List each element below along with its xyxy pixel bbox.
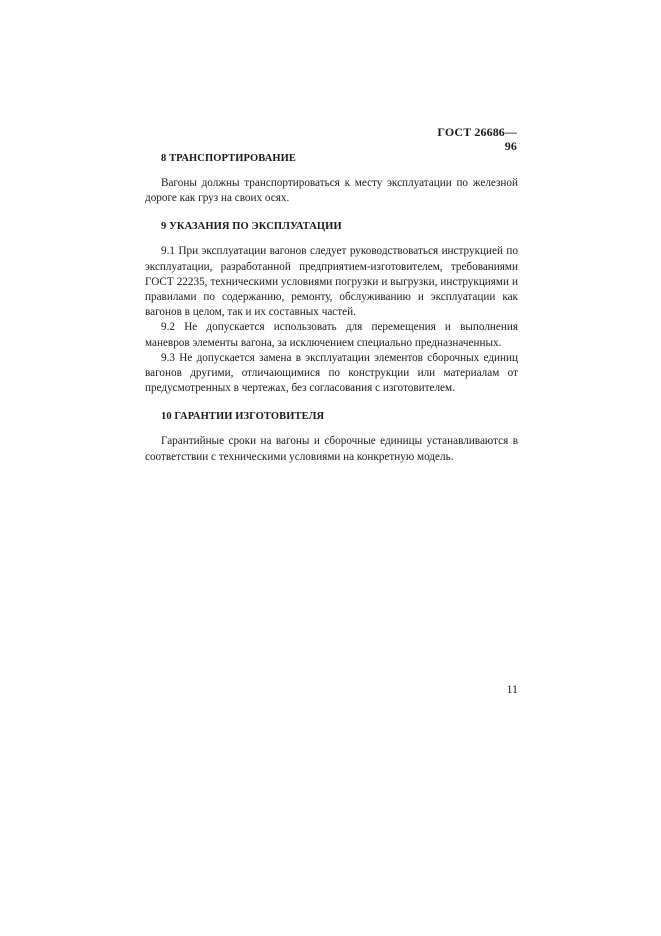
section-transportation bbox=[145, 152, 518, 206]
section-heading: 10 ГАРАНТИИ ИЗГОТОВИТЕЛЯ bbox=[161, 411, 325, 423]
document-code-header: ГОСТ 26686—96 bbox=[437, 125, 517, 153]
document-body bbox=[145, 152, 518, 465]
paragraph: 9.3 Не допускается замена в эксплуатации элементов сборочных единиц вагонов другими, отличающимися по конструкции или материалам от предусмотренных в чертежах, без согласования с изготовителем. bbox=[145, 351, 518, 395]
paragraph: Гарантийные сроки на вагоны и сборочные единицы устанавливаются в соответствии с техническими условиями на конкретную модель. bbox=[145, 435, 518, 463]
section-heading: 9 УКАЗАНИЯ ПО ЭКСПЛУАТАЦИИ bbox=[161, 221, 342, 233]
paragraph: Вагоны должны транспортироваться к месту эксплуатации по железной дороге как груз на своих осях. bbox=[145, 177, 518, 205]
paragraph: 9.1 При эксплуатации вагонов следует руководствоваться инструкцией по эксплуатации, разработанной предприятием-изготовителем, требованиями ГОСТ 22235, техническими условиями погрузки и выгрузки, инструкциями и правилами по содержанию, ремонту, обслуживанию и эксплуатации как вагонов в целом, так и их составных частей. bbox=[145, 245, 518, 319]
page-number: 11 bbox=[506, 682, 518, 696]
section-manufacturer-warranty bbox=[145, 410, 518, 464]
paragraph: 9.2 Не допускается использовать для перемещения и выполнения маневров элементы вагона, за исключением специально предназначенных. bbox=[145, 321, 518, 349]
section-heading: 8 ТРАНСПОРТИРОВАНИЕ bbox=[161, 153, 297, 164]
section-operation-instructions bbox=[145, 220, 518, 396]
